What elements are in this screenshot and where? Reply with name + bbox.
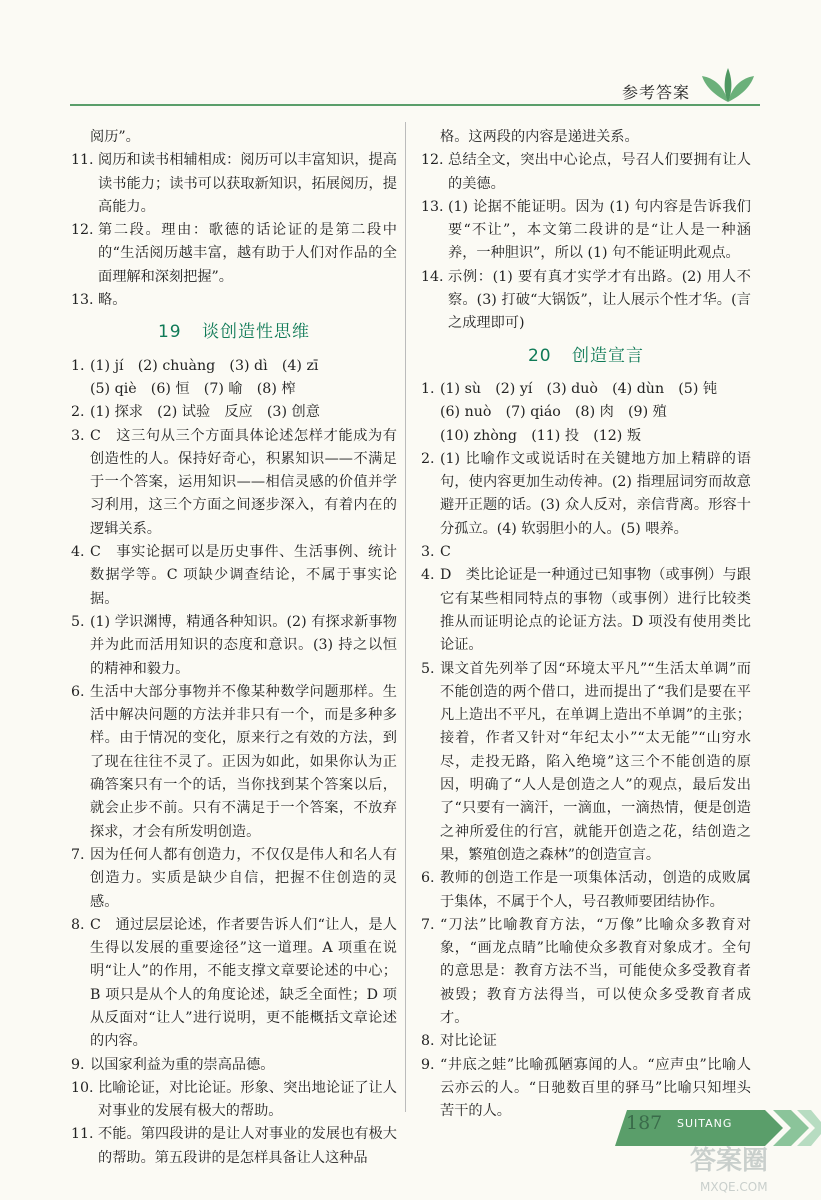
item-number: 4. bbox=[421, 567, 435, 584]
answer-item bbox=[71, 378, 397, 401]
item-number: 8. bbox=[71, 916, 85, 933]
item-text: 对比论证 bbox=[440, 1033, 497, 1050]
item-number: 5. bbox=[71, 613, 85, 630]
item-number: 3. bbox=[71, 427, 85, 444]
item-number: 11. bbox=[71, 152, 94, 169]
item-text: 第二段。理由：歌德的话论证的是第二段中的“生活阅历越丰富，越有助于人们对作品的全面理解和深刻把握”。 bbox=[98, 222, 397, 285]
answer-item bbox=[421, 914, 751, 1030]
section-19-heading bbox=[71, 321, 397, 344]
answer-item bbox=[421, 448, 751, 541]
item-number: 3. bbox=[421, 544, 435, 561]
item-number: 7. bbox=[421, 916, 435, 933]
item-text: (10) zhòng (11) 投 (12) 叛 bbox=[440, 427, 642, 444]
header-title: 参考答案 bbox=[621, 83, 690, 102]
answer-item bbox=[421, 266, 751, 336]
item-number: 12. bbox=[421, 152, 444, 169]
item-text: (6) nuò (7) qiáo (8) 肉 (9) 殖 bbox=[440, 404, 667, 421]
item-text: 因为任何人都有创造力，不仅仅是伟人和名人有创造力。实质是缺少自信，把握不住创造的灵感。 bbox=[90, 846, 397, 910]
answer-item bbox=[421, 149, 751, 196]
item-number: 4. bbox=[71, 544, 85, 561]
section-number: 19 bbox=[157, 322, 182, 343]
item-number: 9. bbox=[71, 1056, 85, 1073]
item-number bbox=[421, 401, 440, 424]
answer-item bbox=[71, 289, 397, 312]
item-text: 格。这两段的内容是递进关系。 bbox=[440, 129, 639, 145]
watermark-url: MXQE.COM bbox=[700, 1180, 768, 1194]
answer-item bbox=[71, 844, 397, 914]
item-text: “刀法”比喻教育方法，“万像”比喻众多教育对象，“画龙点睛”比喻使众多教育对象成才。全句的意思是：教育方法不当，可能使众多受教育者被毁；教育方法得当，可以使众多受教育者成才。 bbox=[440, 916, 751, 1026]
answer-item bbox=[71, 914, 397, 1054]
answer-item bbox=[421, 196, 751, 266]
section-title: 谈创造性思维 bbox=[202, 322, 311, 343]
item-number: 11. bbox=[71, 1126, 94, 1143]
item-text: 课文首先列举了因“环境太平凡”“生活太单调”而不能创造的两个借口，进而提出了“我们是要在平凡上造出不平凡，在单调上造出不单调”的主张；接着，作者又针对“年纪太小”“太无能”“山穷水尽，走投无路，陷入绝境”这三个不能创造的原因，明确了“人人是创造之人”的观点，最后发出了“只要有一滴汗，一滴血，一滴热情，便是创造之神所爱住的行宫，就能开创造之花，结创造之果，繁殖创造之森林”的创造宣言。 bbox=[440, 660, 751, 863]
item-number bbox=[71, 126, 90, 149]
item-text: C 这三句从三个方面具体论述怎样才能成为有创造性的人。保持好奇心，积累知识——不满足于一个答案，运用知识——相信灵感的价值并学习利用，这三个方面之间逐步深入，有着内在的逻辑关系。 bbox=[90, 427, 397, 537]
answer-item bbox=[421, 867, 751, 914]
section-number: 20 bbox=[527, 345, 552, 366]
leaf-icon bbox=[696, 66, 760, 106]
page-number: 187 bbox=[626, 1112, 663, 1134]
item-number: 1. bbox=[71, 357, 85, 374]
answer-item bbox=[71, 355, 397, 378]
item-text: (1) 探求 (2) 试验 反应 (3) 创意 bbox=[90, 404, 320, 421]
right-column bbox=[421, 126, 751, 1123]
page-header bbox=[70, 58, 760, 106]
item-text: 以国家利益为重的崇高品德。 bbox=[90, 1056, 275, 1073]
item-number: 8. bbox=[421, 1033, 435, 1050]
item-number: 6. bbox=[421, 870, 435, 887]
item-text: (1) 学识渊博，精通各种知识。(2) 有探求新事物并为此而活用知识的态度和意识。(3) 持之以恒的精神和毅力。 bbox=[90, 613, 397, 677]
item-text: 略。 bbox=[98, 292, 127, 309]
answer-item bbox=[71, 219, 397, 289]
watermark-logo: 答案圈 bbox=[690, 1146, 769, 1176]
answer-item bbox=[71, 1123, 397, 1170]
item-text: 教师的创造工作是一项集体活动，创造的成败属于集体，不属于个人，号召教师要团结协作。 bbox=[440, 870, 751, 910]
item-text: 比喻论证，对比论证。形象、突出地论证了让人对事业的发展有极大的帮助。 bbox=[98, 1079, 397, 1120]
item-text: C bbox=[440, 544, 451, 561]
item-number: 9. bbox=[421, 1056, 435, 1073]
answer-item bbox=[71, 681, 397, 844]
item-text: 示例：(1) 要有真才实学才有出路。(2) 用人不察。(3) 打破“大锅饭”，让人展示个性才华。(言之成理即可) bbox=[448, 268, 751, 332]
header-rule bbox=[70, 104, 760, 106]
answer-item bbox=[71, 611, 397, 681]
answer-item bbox=[71, 149, 397, 219]
item-number: 10. bbox=[71, 1079, 94, 1096]
item-text: 阅历”。 bbox=[90, 129, 140, 145]
section-20-heading bbox=[421, 345, 751, 368]
item-number bbox=[71, 378, 90, 401]
answer-item bbox=[71, 126, 397, 149]
footer-brand: SUITANG bbox=[677, 1117, 733, 1130]
answer-item bbox=[71, 1054, 397, 1077]
item-text: D 类比论证是一种通过已知事物（或事例）与跟它有某些相同特点的事物（或事例）进行比较类推从而证明论点的论证方法。D 项没有使用类比论证。 bbox=[440, 567, 751, 654]
item-number: 1. bbox=[421, 380, 435, 397]
item-number: 6. bbox=[71, 683, 85, 700]
item-number bbox=[421, 126, 440, 149]
answer-item bbox=[421, 401, 751, 424]
answer-item bbox=[421, 564, 751, 657]
answer-item bbox=[71, 425, 397, 541]
item-number: 13. bbox=[71, 292, 94, 309]
answer-item bbox=[421, 126, 751, 149]
item-text: C 通过层层论述，作者要告诉人们“让人，是人生得以发展的重要途径”这一道理。A 项重在说明“让人”的作用，不能支撑文章要论述的中心；B 项只是从个人的角度论述，缺乏全面性；D 项从反面对“让人”进行说明，更不能概括文章论述的内容。 bbox=[90, 916, 397, 1050]
left-column bbox=[71, 126, 397, 1170]
item-number: 5. bbox=[421, 660, 435, 677]
item-text: 阅历和读书相辅相成：阅历可以丰富知识，提高读书能力；读书可以获取新知识，拓展阅历，提高能力。 bbox=[98, 152, 397, 215]
answer-item bbox=[421, 658, 751, 868]
section-title: 创造宣言 bbox=[572, 345, 645, 366]
item-text: (1) 论据不能证明。因为 (1) 句内容是告诉我们要“不让”，本文第二段讲的是“让人是一种涵养，一种胆识”，所以 (1) 句不能证明此观点。 bbox=[448, 198, 751, 262]
item-number: 2. bbox=[421, 450, 435, 467]
answer-item bbox=[421, 378, 751, 401]
item-number bbox=[421, 425, 440, 448]
answer-item bbox=[71, 541, 397, 611]
item-number: 14. bbox=[421, 268, 444, 285]
item-number: 2. bbox=[71, 404, 85, 421]
item-text: 总结全文，突出中心论点，号召人们要拥有让人的美德。 bbox=[448, 152, 751, 192]
column-divider bbox=[405, 122, 406, 1112]
item-text: (1) 比喻作文或说话时在关键地方加上精辟的语句，使内容更加生动传神。(2) 指理屈词穷而故意避开正题的话。(3) 众人反对，亲信背离。形容十分孤立。(4) 软弱胆小的人。(5) 喂养。 bbox=[440, 450, 751, 537]
item-number: 12. bbox=[71, 222, 94, 239]
item-text: (1) sù (2) yí (3) duò (4) dùn (5) 钝 bbox=[440, 380, 718, 397]
answer-item bbox=[421, 425, 751, 448]
item-text: 生活中大部分事物并不像某种数学问题那样。生活中解决问题的方法并非只有一个，而是多种多样。由于情况的变化，原来行之有效的方法，到了现在往往不灵了。正因为如此，如果你认为正确答案只有一个的话，当你找到某个答案以后，就会止步不前。只有不满足于一个答案，不放弃探求，才会有所发明创造。 bbox=[90, 683, 397, 840]
answer-item bbox=[71, 401, 397, 424]
answer-item bbox=[71, 1077, 397, 1124]
item-number: 7. bbox=[71, 846, 85, 863]
answer-item bbox=[421, 1030, 751, 1053]
item-text: C 事实论据可以是历史事件、生活事例、统计数据学等。C 项缺少调查结论，不属于事实论据。 bbox=[90, 544, 397, 607]
item-text: (1) jí (2) chuàng (3) dì (4) zī bbox=[90, 357, 319, 374]
item-number: 13. bbox=[421, 198, 444, 215]
item-text: “井底之蛙”比喻孤陋寡闻的人。“应声虫”比喻人云亦云的人。“日驰数百里的驿马”比喻只知埋头苦干的人。 bbox=[440, 1056, 751, 1120]
item-text: 不能。第四段讲的是让人对事业的发展也有极大的帮助。第五段讲的是怎样具备让人这种品 bbox=[98, 1126, 397, 1166]
answer-item bbox=[421, 541, 751, 564]
item-text: (5) qiè (6) 恒 (7) 喻 (8) 榨 bbox=[90, 380, 296, 397]
